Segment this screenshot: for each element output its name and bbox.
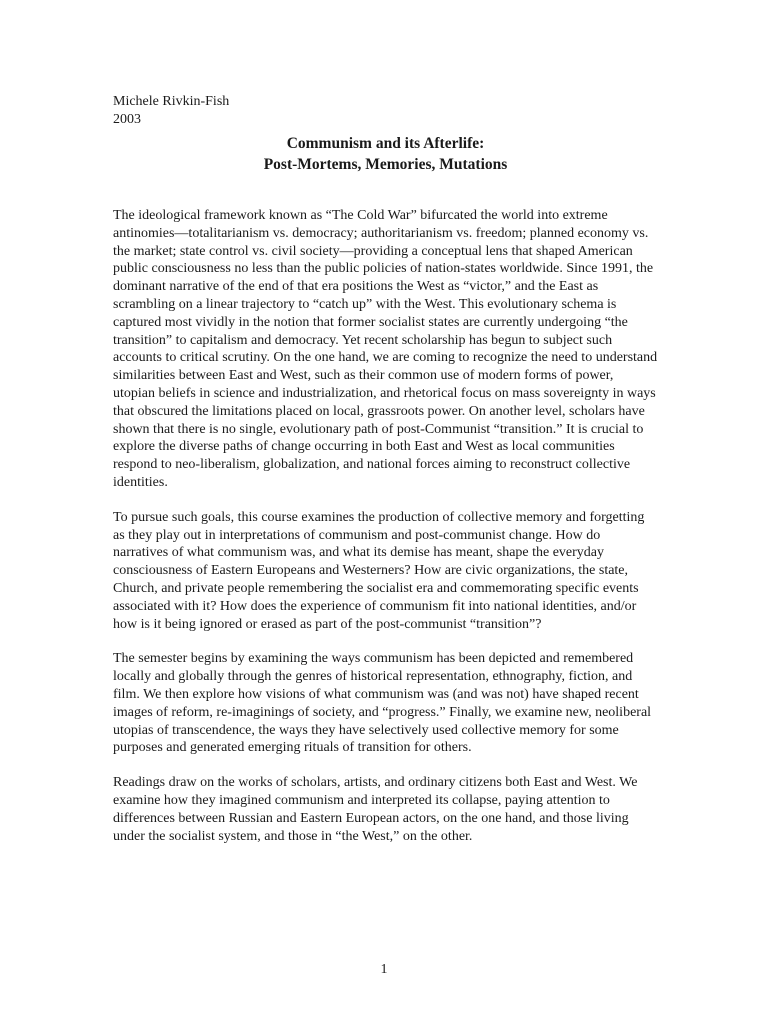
publication-year: 2003 — [113, 112, 141, 127]
title-line-2: Post-Mortems, Memories, Mutations — [263, 156, 508, 173]
paragraph-1: The ideological framework known as “The Cold War” bifurcated the world into extreme antinomies—totalitarianism vs. democracy; authoritarianism vs. freedom; planned economy vs. the market; state control vs. civil society—providing a conceptual lens that shaped American public consciousness no less than the public policies of nation-states worldwide. Since 1991, the dominant narrative of the end of that era positions the West as “victor,” and the East as scrambling on a linear trajectory to “catch up” with the West. This evolutionary schema is captured most vividly in the notion that former socialist states are currently undergoing “the transition” to capitalism and democracy. Yet recent scholarship has begun to subject such accounts to critical scrutiny. On the one hand, we are coming to recognize the need to understand similarities between East and West, such as their common use of modern forms of power, utopian beliefs in science and industrialization, and rhetorical focus on mass sovereignty in ways that obscured the limitations placed on local, grassroots power. On another level, scholars have shown that there is no single, evolutionary path of post-Communist “transition.” It is crucial to explore the diverse paths of change occurring in both East and West as local communities respond to neo-liberalism, globalization, and national forces aiming to reconstruct collective identities. — [113, 208, 658, 490]
title-line-1: Communism and its Afterlife: — [286, 135, 485, 152]
document-body — [113, 93, 658, 862]
author-name: Michele Rivkin-Fish — [113, 94, 230, 109]
document-title — [113, 133, 658, 175]
paragraph-3: The semester begins by examining the ways communism has been depicted and remembered locally and globally through the genres of historical representation, ethnography, fiction, and film. We then explore how visions of what communism was (and was not) have shaped recent images of reform, re-imaginings of society, and “progress.” Finally, we examine new, neoliberal utopias of transcendence, the ways they have selectively used collective memory for some purposes and generated emerging rituals of transition for others. — [113, 651, 652, 756]
paragraph-2: To pursue such goals, this course examines the production of collective memory and forgetting as they play out in interpretations of communism and post-communist change. How do narratives of what communism was, and what its demise has meant, shape the everyday consciousness of Eastern Europeans and Westerners? How are civic organizations, the state, Church, and private people remembering the socialist era and commemorating specific events associated with it? How does the experience of communism fit into national identities, and/or how is it being ignored or erased as part of the post-communist “transition”? — [113, 509, 645, 632]
paragraph-4: Readings draw on the works of scholars, artists, and ordinary citizens both East and West. We examine how they imagined communism and interpreted its collapse, paying attention to differences between Russian and Eastern European actors, on the one hand, and those living under the socialist system, and those in “the West,” on the other. — [113, 775, 638, 844]
page-number: 1 — [380, 962, 388, 977]
